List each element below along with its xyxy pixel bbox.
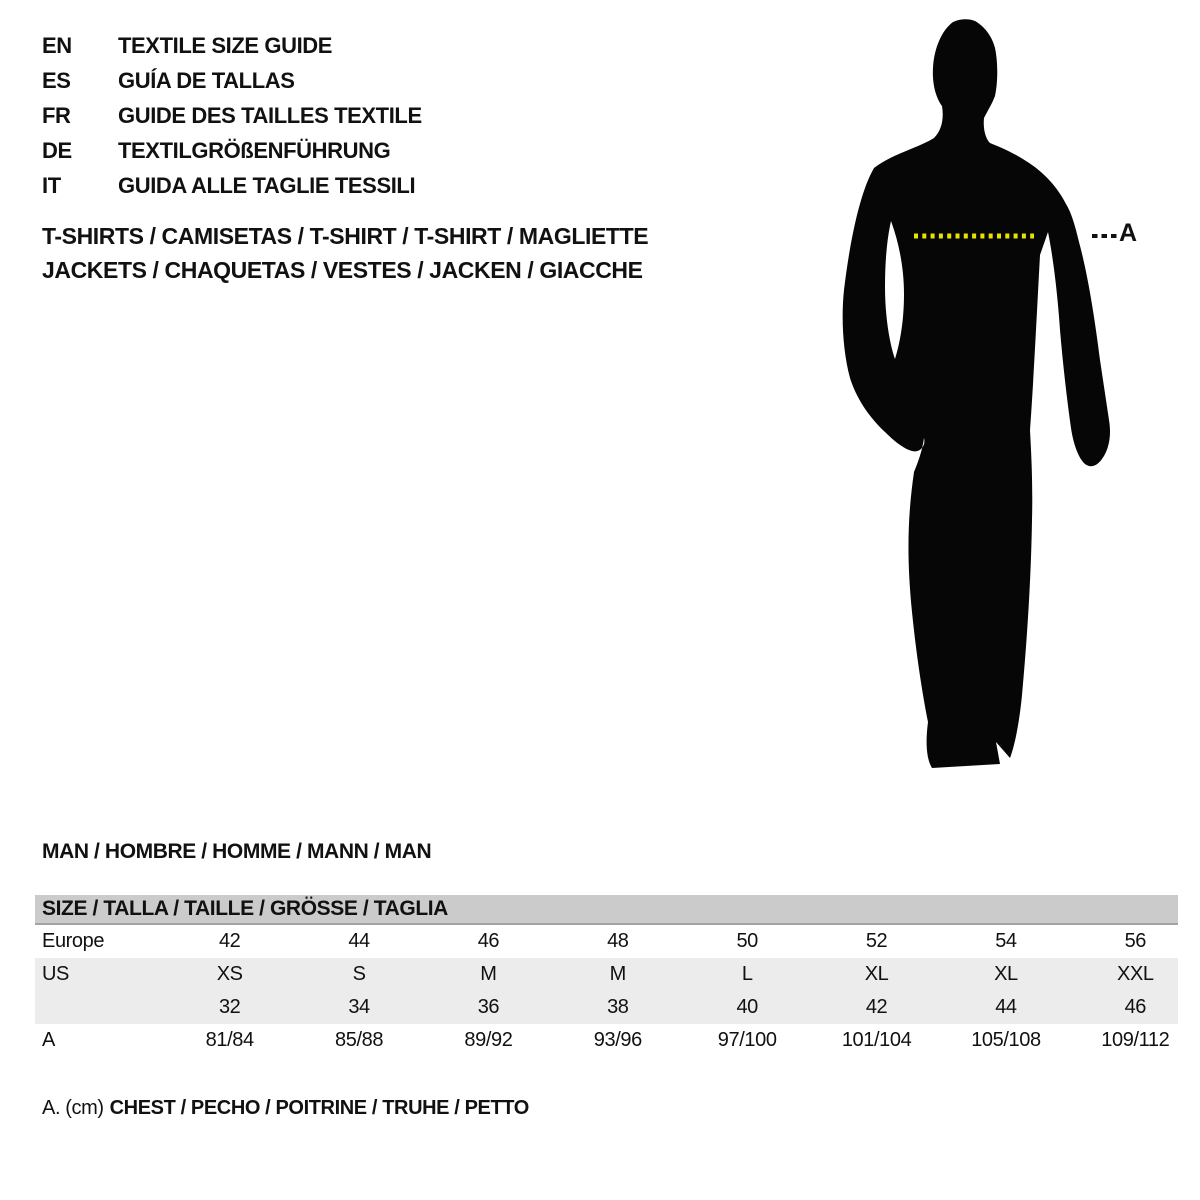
language-title: GUIDE DES TAILLES TEXTILE — [118, 102, 422, 128]
size-cell: 81/84 — [205, 1029, 254, 1051]
size-cell: XL — [994, 963, 1018, 985]
size-cell: 56 — [1124, 930, 1147, 952]
size-cell: 89/92 — [464, 1029, 513, 1051]
language-code: EN — [42, 32, 72, 58]
size-cell: 44 — [348, 930, 370, 952]
size-cell: XXL — [1117, 963, 1154, 985]
size-cell: 97/100 — [717, 1029, 777, 1051]
size-cell: 109/112 — [1101, 1029, 1170, 1051]
category-jackets: JACKETS / CHAQUETAS / VESTES / JACKEN / GIACCHE — [42, 257, 643, 283]
garment-categories — [42, 219, 648, 287]
size-cell: 46 — [1124, 996, 1147, 1018]
language-row — [42, 63, 422, 98]
legend-prefix: A. (cm) — [42, 1097, 104, 1119]
size-cell: 36 — [477, 996, 500, 1018]
size-cell: 85/88 — [335, 1029, 384, 1051]
row-values — [165, 925, 1200, 958]
size-cell: XL — [864, 963, 889, 985]
size-cell: 32 — [218, 996, 241, 1018]
category-tshirts: T-SHIRTS / CAMISETAS / T-SHIRT / T-SHIRT / MAGLIETTE — [42, 223, 649, 249]
size-cell: 38 — [607, 996, 629, 1018]
size-cell: 42 — [218, 930, 241, 952]
section-title-man: MAN / HOMBRE / HOMME / MANN / MAN — [42, 840, 432, 863]
size-table-header: SIZE / TALLA / TAILLE / GRÖSSE / TAGLIA — [35, 895, 1178, 925]
language-title: TEXTILGRÖßENFÜHRUNG — [118, 137, 391, 163]
size-table — [35, 895, 1178, 1057]
language-row — [42, 168, 422, 203]
row-label: US — [42, 963, 69, 985]
row-values — [165, 991, 1200, 1024]
size-cell: L — [741, 963, 753, 985]
language-title: GUIDA ALLE TAGLIE TESSILI — [118, 172, 416, 198]
legend-text: CHEST / PECHO / POITRINE / TRUHE / PETTO — [109, 1097, 529, 1119]
size-cell: 105/108 — [971, 1029, 1041, 1051]
measurement-legend — [42, 1093, 529, 1123]
size-cell: 93/96 — [593, 1029, 642, 1051]
row-label: A — [42, 1029, 55, 1051]
size-cell: M — [609, 963, 626, 985]
language-title: TEXTILE SIZE GUIDE — [118, 32, 333, 58]
language-row — [42, 98, 422, 133]
size-cell: M — [480, 963, 497, 985]
language-code: ES — [42, 67, 71, 93]
size-cell: 40 — [736, 996, 758, 1018]
language-title-list — [42, 28, 422, 203]
language-code: DE — [42, 137, 72, 163]
size-cell: 54 — [995, 930, 1017, 952]
language-row — [42, 28, 422, 63]
size-cell: 44 — [995, 996, 1017, 1018]
size-cell: 50 — [736, 930, 758, 952]
size-cell: 52 — [865, 930, 888, 952]
man-silhouette — [843, 19, 1110, 768]
language-title: GUÍA DE TALLAS — [118, 67, 295, 93]
size-cell: 34 — [348, 996, 370, 1018]
table-row-chest-a — [35, 1024, 1178, 1057]
size-cell: XS — [216, 963, 243, 985]
language-code: IT — [42, 172, 61, 198]
row-values — [165, 1024, 1200, 1057]
language-row — [42, 133, 422, 168]
size-cell: 101/104 — [841, 1029, 912, 1051]
row-label: Europe — [42, 930, 105, 952]
language-code: FR — [42, 102, 71, 128]
row-values — [165, 958, 1200, 991]
size-cell: S — [352, 963, 366, 985]
table-row-us — [35, 958, 1178, 991]
size-cell: 48 — [607, 930, 629, 952]
table-row-europe — [35, 925, 1178, 958]
size-cell: 42 — [865, 996, 888, 1018]
man-silhouette-figure — [830, 0, 1130, 800]
measure-label-a: A — [1119, 219, 1138, 247]
table-row-numeric — [35, 991, 1178, 1024]
size-cell: 46 — [477, 930, 500, 952]
